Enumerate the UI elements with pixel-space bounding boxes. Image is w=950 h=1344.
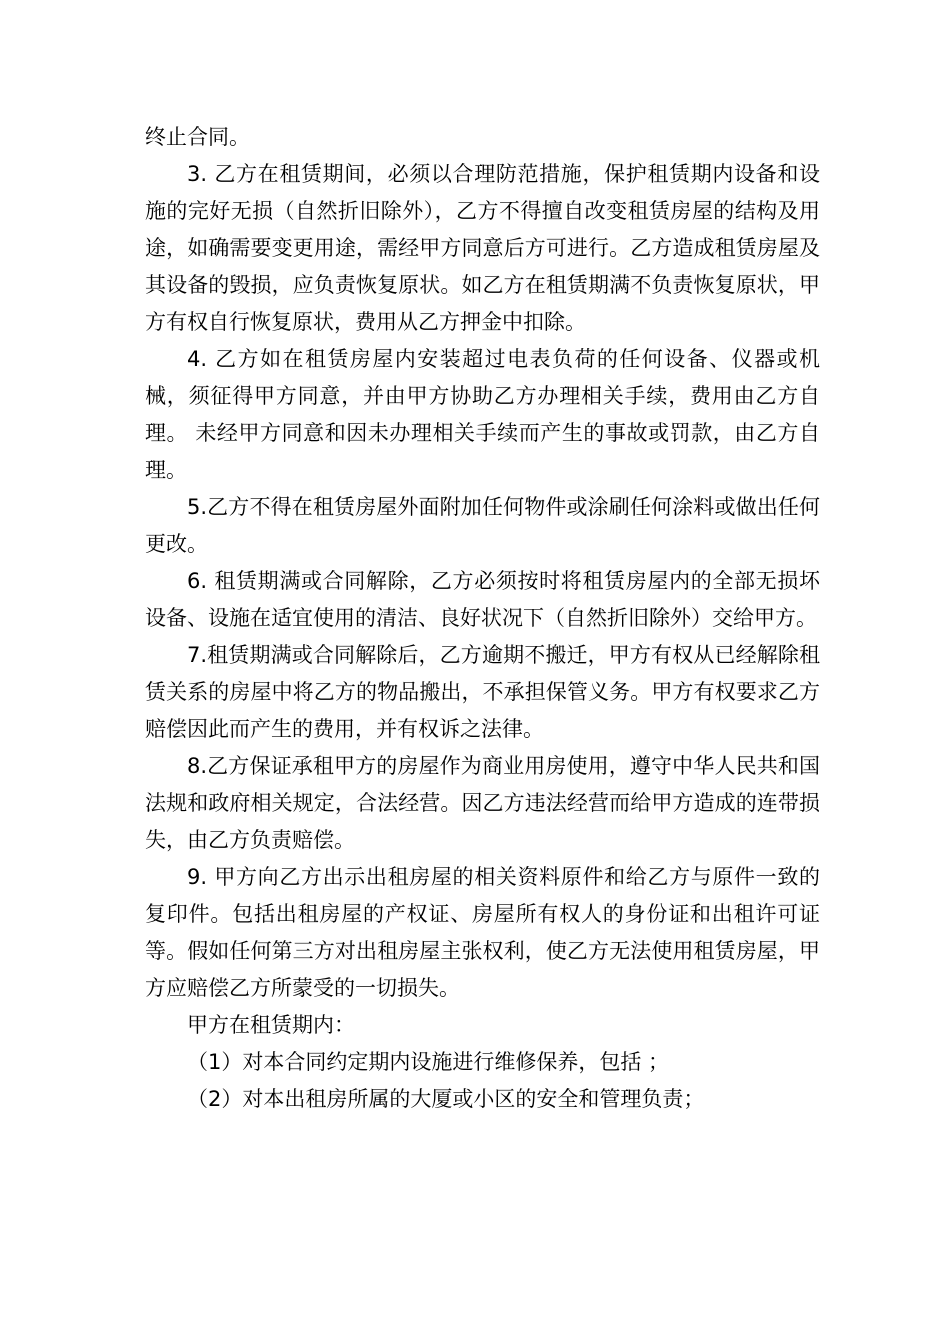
- clause-5: 5.乙方不得在租赁房屋外面附加任何物件或涂刷任何涂料或做出任何更改。: [145, 495, 820, 556]
- clause-7: 7.租赁期满或合同解除后，乙方逾期不搬迁，甲方有权从已经解除租赁关系的房屋中将乙方的物品搬出，不承担保管义务。甲方有权要求乙方赔偿因此而产生的费用，并有权诉之法律。: [145, 643, 820, 741]
- paragraph-continuation: 终止合同。: [145, 125, 250, 149]
- clause-9: 9. 甲方向乙方出示出租房屋的相关资料原件和给乙方与原件一致的复印件。包括出租房屋的产权证、房屋所有权人的身份证和出租许可证等。假如任何第三方对出租房屋主张权利，使乙方无法使用租赁房屋，甲方应赔偿乙方所蒙受的一切损失。: [145, 865, 820, 1000]
- clause-4: 4. 乙方如在租赁房屋内安装超过电表负荷的任何设备、仪器或机械，须征得甲方同意，并由甲方协助乙方办理相关手续，费用由乙方自理。 未经甲方同意和因未办理相关手续而产生的事故或罚款，由乙方自理。: [145, 347, 820, 482]
- lessor-duty-2: （2）对本出租房所属的大厦或小区的安全和管理负责；: [187, 1087, 705, 1111]
- lessor-duty-1: （1）对本合同约定期内设施进行维修保养，包括 ；: [187, 1050, 670, 1074]
- clause-8: 8.乙方保证承租甲方的房屋作为商业用房使用，遵守中华人民共和国法规和政府相关规定，合法经营。因乙方违法经营而给甲方造成的连带损失，由乙方负责赔偿。: [145, 754, 820, 852]
- document-body: [145, 119, 820, 1118]
- clause-3: 3. 乙方在租赁期间，必须以合理防范措施，保护租赁期内设备和设施的完好无损（自然折旧除外），乙方不得擅自改变租赁房屋的结构及用途，如确需要变更用途，需经甲方同意后方可进行。乙方造成租赁房屋及其设备的毁损，应负责恢复原状。如乙方在租赁期满不负责恢复原状，甲方有权自行恢复原状，费用从乙方押金中扣除。: [145, 162, 820, 334]
- lessor-duties-heading: 甲方在租赁期内：: [187, 1013, 355, 1037]
- clause-6: 6. 租赁期满或合同解除，乙方必须按时将租赁房屋内的全部无损坏设备、设施在适宜使用的清洁、良好状况下（自然折旧除外）交给甲方。: [145, 569, 820, 630]
